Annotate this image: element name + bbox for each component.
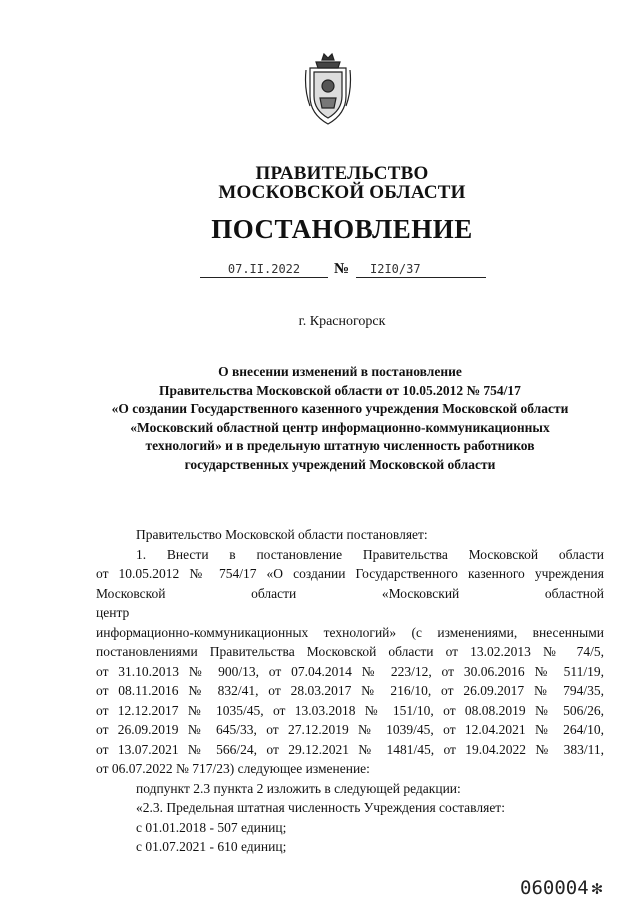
body-line: Правительство Московской области постановляет: [136, 527, 428, 542]
document-body [96, 525, 604, 857]
document-date: 07.II.2022 [200, 262, 328, 278]
document-number: I2I0/37 [356, 262, 486, 278]
star-icon: ✻ [591, 878, 603, 899]
body-line: от 06.07.2022 № 717/23) следующее изменение: [96, 761, 370, 776]
number-sign: № [334, 261, 350, 277]
title-line: Правительства Московской области от 10.05.2012 № 754/17 [159, 382, 521, 398]
body-line: от 12.12.2017 № 1035/45, от 13.03.2018 № 151/10, от 08.08.2019 № 506/26, [96, 702, 604, 718]
title-line: государственных учреждений Московской области [184, 456, 496, 472]
org-name-line1: ПРАВИТЕЛЬСТВО [255, 163, 429, 184]
title-line: О внесении изменений в постановление [218, 364, 462, 379]
body-line: от 10.05.2012 № 754/17 «О создании Государственного казенного учреждения [96, 566, 604, 581]
body-line: «2.3. Предельная штатная численность Учреждения составляет: [136, 800, 505, 815]
body-line: подпункт 2.3 пункта 2 изложить в следующей редакции: [136, 780, 461, 796]
body-line: от 26.09.2019 № 645/33, от 27.12.2019 № 1039/45, от 12.04.2021 № 264/10, [96, 722, 604, 737]
serial-value: 060004 [520, 877, 589, 899]
body-line: с 01.01.2018 - 507 единиц; [136, 819, 287, 835]
serial-number [520, 877, 602, 899]
title-line: технологий» и в предельную штатную численность работников [145, 438, 535, 453]
body-line: от 08.11.2016 № 832/41, от 28.03.2017 № 216/10, от 26.09.2017 № 794/35, [96, 683, 604, 698]
body-line: Московской области «Московский областной центр [96, 585, 604, 620]
body-line: 1. Внести в постановление Правительства Московской области [136, 546, 604, 562]
document-title [80, 363, 600, 474]
document-type: ПОСТАНОВЛЕНИЕ [211, 214, 473, 244]
title-line: «Московский областной центр информационно-коммуникационных [130, 419, 550, 435]
title-line: «О создании Государственного казенного учреждения Московской области [111, 401, 569, 416]
body-line: постановлениями Правительства Московской области от 13.02.2013 № 74/5, [96, 644, 604, 659]
org-name-line2: МОСКОВСКОЙ ОБЛАСТИ [218, 182, 466, 203]
coat-of-arms-icon [304, 50, 352, 130]
body-line: от 31.10.2013 № 900/13, от 07.04.2014 № 223/12, от 30.06.2016 № 511/19, [96, 663, 604, 679]
body-line: с 01.07.2021 - 610 единиц; [136, 839, 287, 854]
document-city: г. Красногорск [298, 314, 386, 329]
body-line: информационно-коммуникационных технологий» (с изменениями, внесенными [96, 624, 604, 640]
body-line: от 13.07.2021 № 566/24, от 29.12.2021 № 1481/45, от 19.04.2022 № 383/11, [96, 741, 604, 757]
